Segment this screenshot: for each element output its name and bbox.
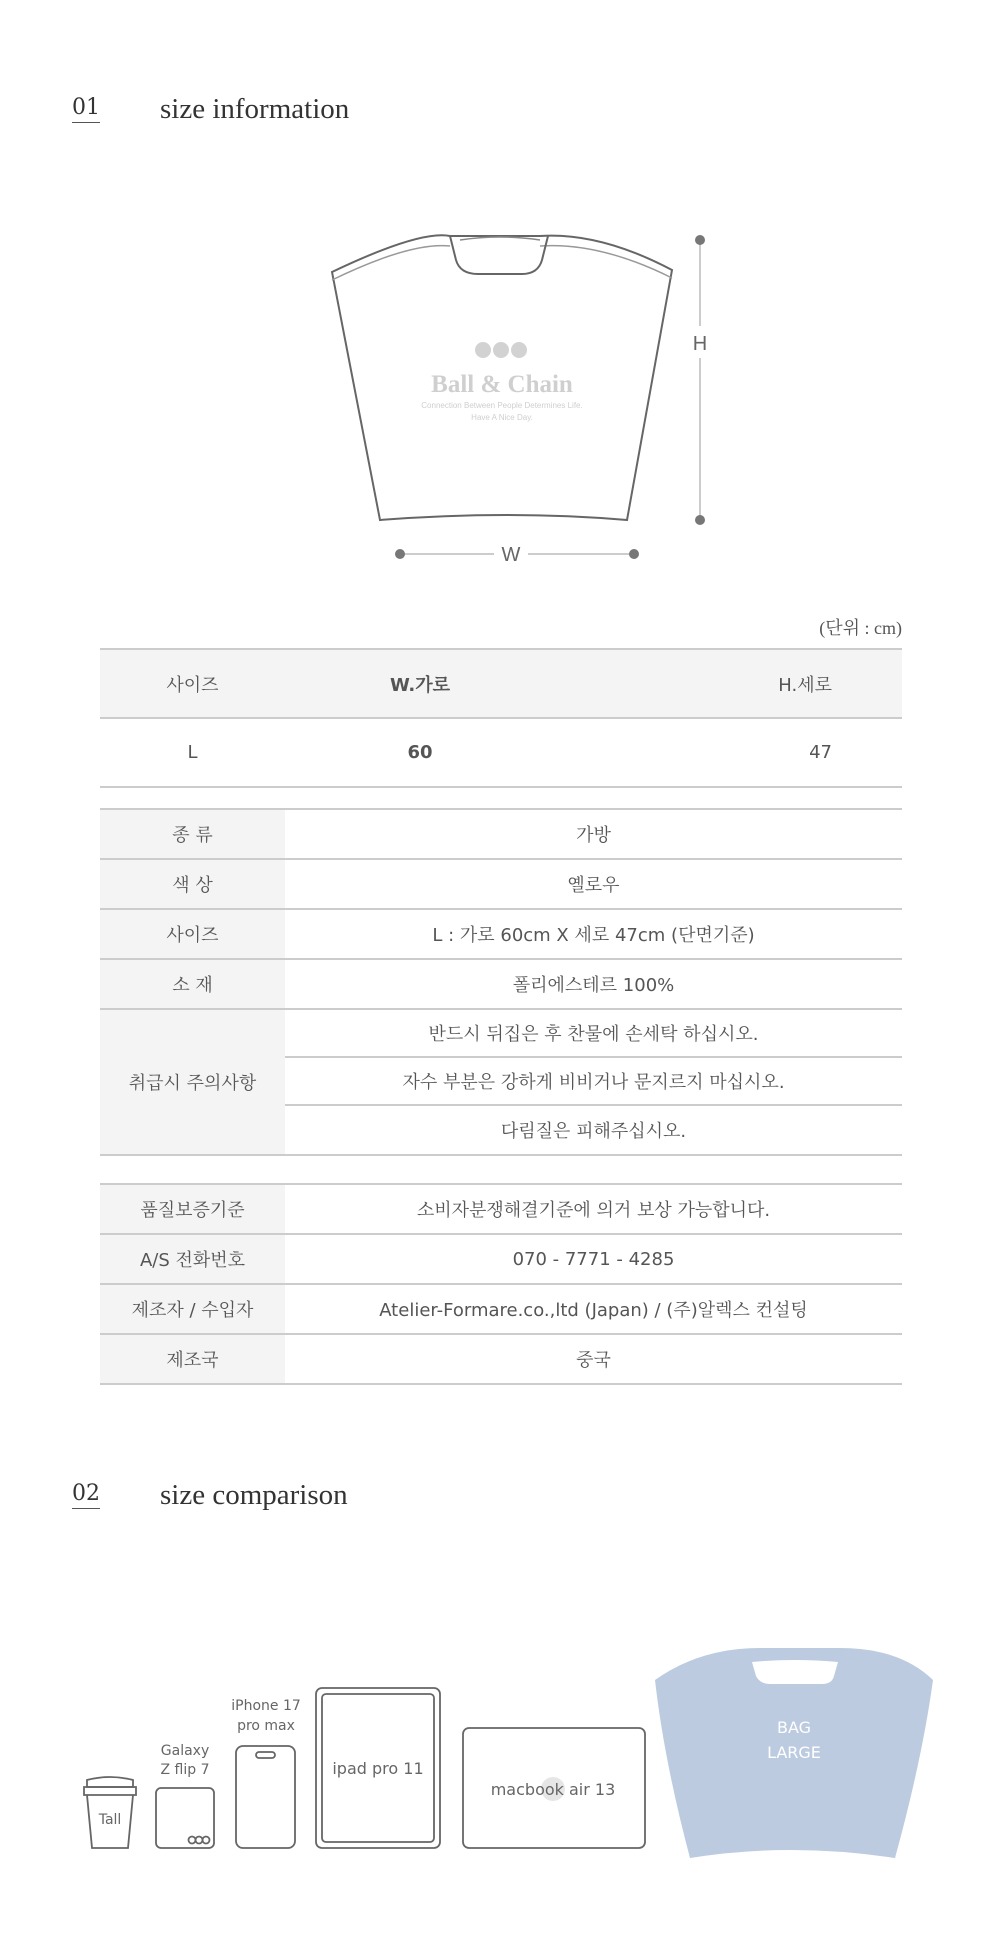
product-info-table — [100, 808, 902, 1156]
cell-width: 60 — [407, 742, 433, 763]
care-instruction: 자수 부분은 강하게 비비거나 문지르지 마십시오. — [285, 1058, 902, 1106]
label-macbook: macbook air 13 — [490, 1780, 616, 1799]
info-row-size — [100, 910, 902, 960]
care-instruction: 다림질은 피해주십시오. — [500, 1121, 687, 1142]
table-row — [100, 719, 902, 788]
size-comparison-illustration — [0, 1570, 1000, 1870]
info-label: 제조국 — [100, 1335, 285, 1383]
diagram-brand-text: Ball & Chain — [431, 371, 573, 398]
width-label: W — [501, 544, 521, 566]
size-table — [100, 648, 902, 788]
header-size: 사이즈 — [166, 674, 219, 696]
info-label: 종 류 — [100, 810, 285, 858]
label-tall: Tall — [98, 1812, 122, 1828]
info-value: 옐로우 — [567, 875, 620, 896]
section-title: size comparison — [160, 1479, 348, 1511]
header-width: W.가로 — [389, 674, 450, 696]
header-height: H.세로 — [778, 674, 832, 696]
cell-height: 47 — [809, 742, 832, 763]
info-label: 취급시 주의사항 — [100, 1010, 285, 1154]
label-iphone-line1: iPhone 17 — [231, 1698, 301, 1714]
info-label: 품질보증기준 — [100, 1185, 285, 1233]
info-label: 제조자 / 수입자 — [100, 1285, 285, 1333]
galaxy-z-flip-icon — [156, 1788, 214, 1848]
label-bag-line1: BAG — [776, 1718, 812, 1737]
info-row-country — [100, 1335, 902, 1385]
unit-label: (단위 : cm) — [819, 618, 902, 638]
info-value: 070 - 7771 - 4285 — [512, 1248, 675, 1270]
bag-size-diagram — [300, 218, 740, 578]
info-value: Atelier-Formare.co.,ltd (Japan) / (주)알렉스 컨설팅 — [379, 1300, 808, 1321]
info-row-maker — [100, 1285, 902, 1335]
info-label: 색 상 — [100, 860, 285, 908]
info-label: A/S 전화번호 — [100, 1235, 285, 1283]
diagram-tagline-2: Have A Nice Day. — [471, 413, 533, 422]
info-value: 폴리에스테르 100% — [512, 975, 675, 996]
quality-info-table — [100, 1183, 902, 1385]
iphone-icon — [236, 1746, 295, 1848]
size-table-header — [100, 650, 902, 719]
info-value: L : 가로 60cm X 세로 47cm (단면기준) — [432, 925, 755, 946]
care-instructions — [285, 1010, 902, 1154]
label-bag-line2: LARGE — [767, 1743, 821, 1762]
info-value: 가방 — [576, 825, 611, 846]
bag-handle — [450, 236, 548, 274]
info-label: 사이즈 — [100, 910, 285, 958]
info-row-color — [100, 860, 902, 910]
info-value: 소비자분쟁해결기준에 의거 보상 가능합니다. — [416, 1200, 771, 1221]
brand-logo-icon — [475, 342, 527, 358]
info-label: 소 재 — [100, 960, 285, 1008]
diagram-tagline-1: Connection Between People Determines Life. — [421, 401, 583, 410]
info-value: 중국 — [576, 1350, 611, 1371]
section-title: size information — [160, 93, 350, 125]
section-number: 01 — [72, 95, 100, 123]
height-label: H — [692, 333, 708, 355]
label-flip-line2: Z flip 7 — [160, 1762, 210, 1778]
label-iphone-line2: pro max — [237, 1718, 295, 1734]
info-row-care — [100, 1010, 902, 1156]
info-row-material — [100, 960, 902, 1010]
label-ipad: ipad pro 11 — [332, 1759, 424, 1778]
label-flip-line1: Galaxy — [160, 1743, 210, 1759]
section-number: 02 — [72, 1481, 100, 1509]
care-instruction: 반드시 뒤집은 후 찬물에 손세탁 하십시오. — [285, 1010, 902, 1058]
info-row-quality — [100, 1185, 902, 1235]
info-row-as-phone — [100, 1235, 902, 1285]
cell-size: L — [187, 742, 198, 763]
info-row-type — [100, 810, 902, 860]
